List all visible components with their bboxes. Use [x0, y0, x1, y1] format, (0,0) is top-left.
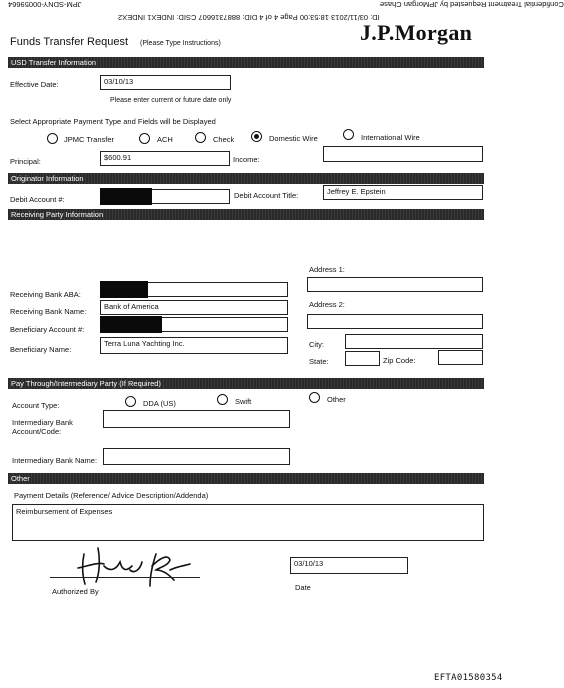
address1-field[interactable] [307, 277, 483, 292]
date-note: Please enter current or future date only [110, 97, 232, 104]
city-field[interactable] [345, 334, 483, 349]
bates-top-left: JPM-SDNY-00059664 [8, 0, 82, 9]
radio-label-swift: Swift [235, 397, 252, 406]
debit-account-label: Debit Account #: [10, 195, 65, 204]
principal-field[interactable]: $600.91 [100, 151, 230, 166]
section-intermediary: Pay Through/Intermediary Party (If Required) [8, 378, 484, 389]
address2-label: Address 2: [309, 300, 345, 309]
state-field[interactable] [345, 351, 380, 366]
radio-other[interactable] [309, 392, 320, 403]
date-field[interactable]: 03/10/13 [290, 557, 408, 574]
account-code-label: Intermediary Bank Account/Code: [12, 418, 73, 436]
signature-mark [70, 540, 200, 590]
principal-label: Principal: [10, 157, 41, 166]
intermediary-bank-name-field[interactable] [103, 448, 290, 465]
radio-dda-us[interactable] [125, 396, 136, 407]
redaction-block [100, 281, 148, 298]
radio-international-wire[interactable] [343, 129, 354, 140]
radio-label-check: Check [213, 135, 235, 144]
beneficiary-account-label: Beneficiary Account #: [10, 325, 85, 334]
bates-number: EFTA01580354 [434, 673, 503, 683]
beneficiary-name-field[interactable]: Terra Luna Yachting Inc. [100, 337, 288, 354]
authorized-by-label: Authorized By [52, 587, 99, 596]
aba-label: Receiving Bank ABA: [10, 290, 81, 299]
intermediary-bank-name-label: Intermediary Bank Name: [12, 456, 98, 465]
effective-date-label: Effective Date: [10, 80, 59, 89]
confidential-notice: Confidential Treatment Requested by JPMorgan Chase [380, 0, 564, 9]
payment-details-label: Payment Details (Reference/ Advice Description/Addenda) [14, 491, 209, 500]
radio-label-ach: ACH [157, 135, 173, 144]
payment-type-prompt: Select Appropriate Payment Type and Fields will be Displayed [10, 117, 216, 126]
bank-name-label: Receiving Bank Name: [10, 307, 87, 316]
date-label: Date [295, 583, 311, 592]
fax-line: ID: 03/11/2013 18:53:00 Page 4 of 4 DID: 8887316607 CSID: INDEX1 INDEX2 [118, 13, 380, 22]
account-code-field[interactable] [103, 410, 290, 428]
section-other: Other [8, 473, 484, 484]
income-label: Income: [233, 155, 260, 164]
beneficiary-name-label: Beneficiary Name: [10, 345, 72, 354]
radio-label-jpmc-transfer: JPMC Transfer [64, 135, 115, 144]
signature-line [50, 577, 200, 578]
payment-details-field[interactable]: Reimbursement of Expenses [12, 504, 484, 541]
radio-ach[interactable] [139, 133, 150, 144]
account-type-label: Account Type: [12, 401, 60, 410]
income-field[interactable] [323, 146, 483, 162]
radio-label-dda-us: DDA (US) [143, 399, 176, 408]
radio-swift[interactable] [217, 394, 228, 405]
zip-label: Zip Code: [383, 356, 416, 365]
debit-title-label: Debit Account Title: [234, 191, 299, 200]
radio-label-international-wire: International Wire [361, 133, 420, 142]
form-subtitle: (Please Type Instructions) [140, 40, 221, 47]
radio-check[interactable] [195, 132, 206, 143]
address2-field[interactable] [307, 314, 483, 329]
zip-field[interactable] [438, 350, 483, 365]
redaction-block [100, 316, 162, 333]
jpmorgan-logo: J.P.Morgan [360, 20, 473, 45]
bank-name-field[interactable]: Bank of America [100, 300, 288, 315]
debit-title-field[interactable]: Jeffrey E. Epstein [323, 185, 483, 200]
radio-label-other: Other [327, 395, 346, 404]
form-title: Funds Transfer Request [10, 36, 129, 48]
state-label: State: [309, 357, 329, 366]
section-receiving-party: Receiving Party Information [8, 209, 484, 220]
radio-label-domestic-wire: Domestic Wire [269, 134, 318, 143]
city-label: City: [309, 340, 324, 349]
address1-label: Address 1: [309, 265, 345, 274]
section-originator: Originator Information [8, 173, 484, 184]
radio-domestic-wire[interactable] [251, 131, 262, 142]
radio-jpmc-transfer[interactable] [47, 133, 58, 144]
effective-date-field[interactable]: 03/10/13 [100, 75, 231, 90]
section-usd-transfer: USD Transfer Information [8, 57, 484, 68]
redaction-block [100, 188, 152, 205]
